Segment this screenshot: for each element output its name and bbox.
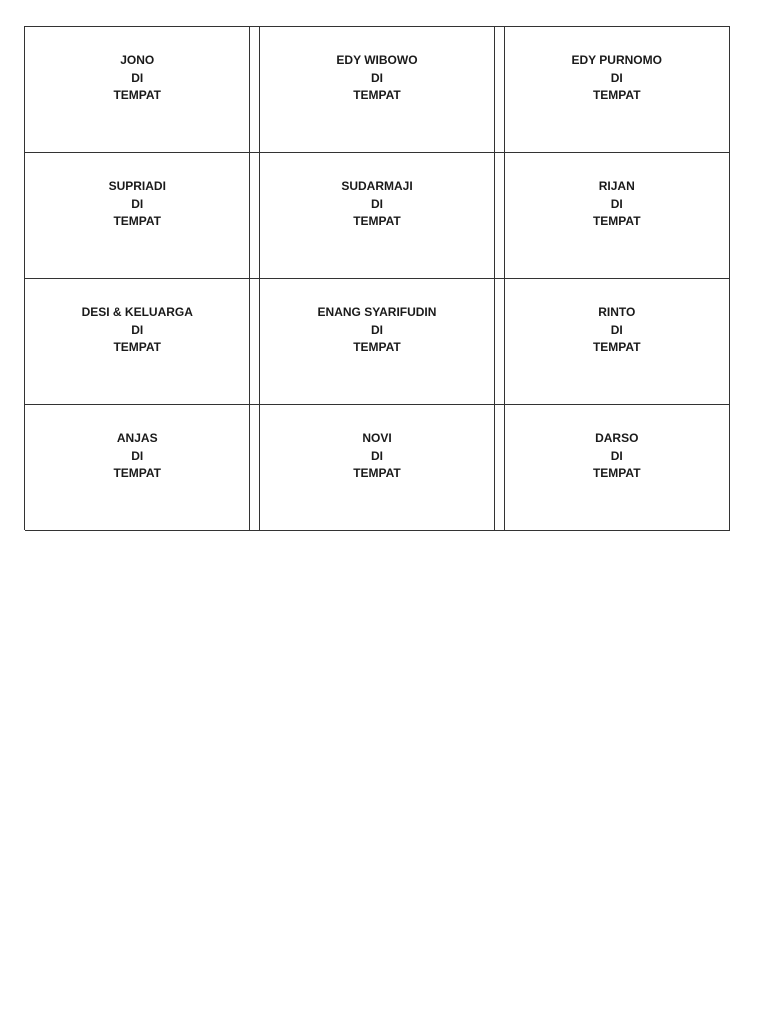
label-line-di: DI bbox=[610, 196, 623, 211]
address-label bbox=[260, 279, 494, 405]
address-label bbox=[260, 405, 494, 531]
recipient-name: EDY WIBOWO bbox=[336, 53, 418, 67]
label-row bbox=[25, 279, 730, 405]
label-line-tempat: TEMPAT bbox=[592, 340, 641, 354]
label-line-di: DI bbox=[131, 322, 144, 337]
label-gap bbox=[250, 405, 260, 531]
label-gap bbox=[495, 27, 505, 153]
label-line-tempat: TEMPAT bbox=[113, 340, 162, 354]
label-line-di: DI bbox=[370, 196, 383, 211]
label-gap bbox=[495, 405, 505, 531]
recipient-name: RINTO bbox=[598, 305, 636, 319]
label-row bbox=[25, 27, 730, 153]
address-label bbox=[260, 153, 494, 279]
address-label bbox=[260, 27, 494, 153]
label-line-tempat: TEMPAT bbox=[592, 466, 641, 480]
label-line-di: DI bbox=[370, 70, 383, 85]
label-line-di: DI bbox=[131, 196, 144, 211]
label-gap bbox=[250, 153, 260, 279]
label-gap bbox=[495, 279, 505, 405]
label-line-tempat: TEMPAT bbox=[113, 466, 162, 480]
label-line-tempat: TEMPAT bbox=[113, 214, 162, 228]
label-line-tempat: TEMPAT bbox=[592, 88, 641, 102]
label-line-di: DI bbox=[610, 70, 623, 85]
address-label bbox=[505, 279, 730, 405]
label-gap bbox=[495, 153, 505, 279]
recipient-name: SUDARMAJI bbox=[341, 179, 413, 193]
address-label bbox=[505, 27, 730, 153]
label-line-di: DI bbox=[131, 448, 144, 463]
label-line-tempat: TEMPAT bbox=[592, 214, 641, 228]
address-label bbox=[505, 405, 730, 531]
label-gap bbox=[250, 279, 260, 405]
label-line-tempat: TEMPAT bbox=[353, 88, 401, 102]
address-label bbox=[25, 153, 250, 279]
label-line-di: DI bbox=[610, 448, 623, 463]
label-row bbox=[25, 405, 730, 531]
recipient-name: NOVI bbox=[362, 431, 392, 445]
label-sheet bbox=[24, 26, 730, 530]
label-line-di: DI bbox=[610, 322, 623, 337]
label-line-di: DI bbox=[370, 448, 383, 463]
label-line-tempat: TEMPAT bbox=[353, 466, 401, 480]
address-label bbox=[25, 405, 250, 531]
label-line-tempat: TEMPAT bbox=[113, 88, 162, 102]
label-row bbox=[25, 153, 730, 279]
label-line-tempat: TEMPAT bbox=[353, 214, 401, 228]
recipient-name: DESI & KELUARGA bbox=[81, 305, 193, 319]
label-line-di: DI bbox=[370, 322, 383, 337]
address-label bbox=[25, 27, 250, 153]
recipient-name: ENANG SYARIFUDIN bbox=[317, 305, 437, 319]
recipient-name: EDY PURNOMO bbox=[571, 53, 662, 67]
recipient-name: SUPRIADI bbox=[108, 179, 166, 193]
label-gap bbox=[250, 27, 260, 153]
recipient-name: RIJAN bbox=[598, 179, 635, 193]
recipient-name: ANJAS bbox=[116, 431, 158, 445]
label-line-tempat: TEMPAT bbox=[353, 340, 401, 354]
recipient-name: DARSO bbox=[595, 431, 639, 445]
recipient-name: JONO bbox=[120, 53, 155, 67]
label-line-di: DI bbox=[131, 70, 144, 85]
address-label bbox=[505, 153, 730, 279]
address-label bbox=[25, 279, 250, 405]
